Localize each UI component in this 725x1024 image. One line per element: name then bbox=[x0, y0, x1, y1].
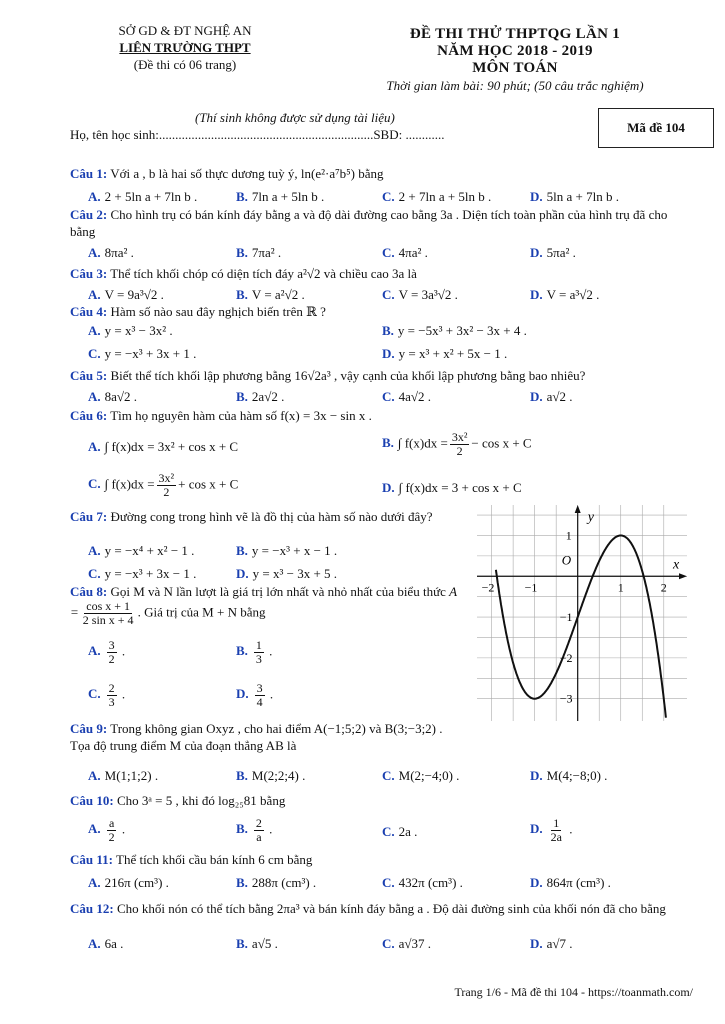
graph-grid bbox=[477, 505, 687, 721]
subject: MÔN TOÁN bbox=[472, 60, 558, 76]
header-right bbox=[330, 26, 700, 94]
q7-option-c[interactable]: C. y = −x³ + 3x − 1 . bbox=[88, 566, 197, 581]
q10-option-a[interactable]: A. $\frac{a}{2}$ . bbox=[88, 816, 126, 844]
page-footer: Trang 1/6 - Mã đề thi 104 - https://toanmath.com/ bbox=[454, 985, 693, 999]
q1-option-c[interactable]: C. 2 + 7ln a + 5ln b . bbox=[382, 189, 492, 204]
q-text: Tìm họ nguyên hàm của hàm số f(x) = 3x − sin x . bbox=[110, 408, 372, 423]
q-label: Câu 11: bbox=[70, 852, 113, 867]
q-text: Thể tích khối chóp có diện tích đáy a²√2 và chiều cao 3a là bbox=[110, 266, 417, 281]
q-text: Cho hình trụ có bán kính đáy bằng a và độ dài đường cao bằng 3a . Diện tích toàn phần của hình trụ đã cho bằng bbox=[70, 207, 668, 239]
x-tick-label: −2 bbox=[481, 580, 495, 595]
q-label: Câu 4: bbox=[70, 304, 108, 319]
q3-option-d[interactable]: D. V = a³√2 . bbox=[530, 287, 600, 302]
q11-option-d[interactable]: D. 864π (cm³) . bbox=[530, 875, 611, 890]
q-label: Câu 5: bbox=[70, 368, 108, 383]
q-label: Câu 8: bbox=[70, 584, 108, 599]
q-expr: A = bbox=[70, 584, 457, 620]
duration: Thời gian làm bài: 90 phút; (50 câu trắc nghiệm) bbox=[386, 78, 644, 93]
question-6 bbox=[70, 407, 695, 424]
q2-option-b[interactable]: B. 7πa² . bbox=[236, 245, 282, 260]
q2-option-a[interactable]: A. 8πa² . bbox=[88, 245, 134, 260]
q11-option-b[interactable]: B. 288π (cm³) . bbox=[236, 875, 317, 890]
function-graph bbox=[477, 505, 687, 721]
q5-option-d[interactable]: D. a√2 . bbox=[530, 389, 573, 404]
function-curve bbox=[496, 536, 666, 718]
q3-option-a[interactable]: A. V = 9a³√2 . bbox=[88, 287, 164, 302]
question-11 bbox=[70, 851, 695, 868]
q6-option-c[interactable]: C. ∫ f(x)dx = $\frac{\text{3x²}}{2}$ + cos x + C bbox=[88, 471, 239, 499]
q6-option-d[interactable]: D. ∫ f(x)dx = 3 + cos x + C bbox=[382, 480, 522, 495]
q12-option-a[interactable]: A. 6a . bbox=[88, 936, 124, 951]
y-axis-label: y bbox=[587, 510, 594, 525]
q-text: Cho 3ᵃ = 5 , khi đó log₂₅81 bằng bbox=[116, 793, 286, 808]
question-2 bbox=[70, 206, 695, 240]
x-tick-labels bbox=[482, 580, 667, 594]
q5-option-a[interactable]: A. 8a√2 . bbox=[88, 389, 138, 404]
q4-option-b[interactable]: B. y = −5x³ + 3x² − 3x + 4 . bbox=[382, 323, 527, 338]
q12-option-d[interactable]: D. a√7 . bbox=[530, 936, 573, 951]
origin-label: O bbox=[561, 552, 572, 568]
q5-option-c[interactable]: C. 4a√2 . bbox=[382, 389, 432, 404]
q8-option-b[interactable]: B. $\frac{1}{3}$ . bbox=[236, 638, 273, 666]
question-1 bbox=[70, 165, 695, 182]
q2-option-c[interactable]: C. 4πa² . bbox=[382, 245, 428, 260]
q-text: Hàm số nào sau đây nghịch biến trên ℝ ? bbox=[110, 304, 326, 319]
q7-option-d[interactable]: D. y = x³ − 3x + 5 . bbox=[236, 566, 338, 581]
y-tick-label: −2 bbox=[559, 650, 573, 665]
q-text: Trong không gian Oxyz , cho hai điểm A(−1;5;2) và B(3;−3;2) . Tọa độ trung điểm M của đoạn thẳng AB là bbox=[70, 721, 443, 753]
exam-code-box: Mã đề 104 bbox=[598, 108, 714, 148]
q-label: Câu 7: bbox=[70, 509, 108, 524]
q8-option-c[interactable]: C. $\frac{2}{3}$ . bbox=[88, 681, 126, 709]
q8-option-a[interactable]: A. $\frac{3}{2}$ . bbox=[88, 638, 126, 666]
q4-option-d[interactable]: D. y = x³ + x² + 5x − 1 . bbox=[382, 346, 508, 361]
q7-option-a[interactable]: A. y = −x⁴ + x² − 1 . bbox=[88, 543, 195, 558]
q5-option-b[interactable]: B. 2a√2 . bbox=[236, 389, 285, 404]
x-axis-arrow bbox=[679, 573, 687, 579]
pages-note: (Đề thi có 06 trang) bbox=[133, 57, 237, 72]
q11-option-c[interactable]: C. 432π (cm³) . bbox=[382, 875, 463, 890]
q1-option-d[interactable]: D. 5ln a + 7ln b . bbox=[530, 189, 619, 204]
exam-title: ĐỀ THI THỬ THPTQG LẦN 1 bbox=[409, 26, 621, 42]
question-3 bbox=[70, 265, 695, 282]
q8-option-d[interactable]: D. $\frac{3}{4}$ . bbox=[236, 681, 274, 709]
q9-option-a[interactable]: A. M(1;1;2) . bbox=[88, 768, 159, 783]
q4-option-a[interactable]: A. y = x³ − 3x² . bbox=[88, 323, 173, 338]
q-text: Gọi M và N lần lượt là giá trị lớn nhất và nhỏ nhất của biểu thức bbox=[110, 584, 446, 599]
header-left bbox=[90, 22, 280, 73]
q9-option-d[interactable]: D. M(4;−8;0) . bbox=[530, 768, 608, 783]
q-text: Với a , b là hai số thực dương tuỳ ý, ln(e²·a⁷b⁵) bằng bbox=[110, 166, 384, 181]
question-7 bbox=[70, 508, 465, 525]
x-tick-label: −1 bbox=[524, 580, 538, 595]
q3-option-b[interactable]: B. V = a²√2 . bbox=[236, 287, 305, 302]
q-label: Câu 10: bbox=[70, 793, 114, 808]
q-label: Câu 1: bbox=[70, 166, 108, 181]
school-name: LIÊN TRƯỜNG THPT bbox=[119, 40, 251, 55]
y-axis-arrow bbox=[575, 505, 581, 513]
q2-option-d[interactable]: D. 5πa² . bbox=[530, 245, 576, 260]
student-line: Họ, tên học sinh:..................................................................SBD: ............ bbox=[70, 127, 445, 142]
question-8: Câu 8: Gọi M và N lần lượt là giá trị lớn nhất và nhỏ nhất của biểu thức A = $\frac{\text{cos x + 1}}{\text{2 sin x + 4}}$ . Giá trị của M + N bằng bbox=[70, 584, 457, 627]
q12-option-c[interactable]: C. a√37 . bbox=[382, 936, 432, 951]
q9-option-c[interactable]: C. M(2;−4;0) . bbox=[382, 768, 460, 783]
q3-option-c[interactable]: C. V = 3a³√2 . bbox=[382, 287, 458, 302]
dept-name: SỞ GD & ĐT NGHỆ AN bbox=[118, 23, 252, 38]
q9-option-b[interactable]: B. M(2;2;4) . bbox=[236, 768, 306, 783]
x-axis-label: x bbox=[673, 557, 680, 573]
question-9 bbox=[70, 720, 465, 754]
q12-option-b[interactable]: B. a√5 . bbox=[236, 936, 278, 951]
q4-option-c[interactable]: C. y = −x³ + 3x + 1 . bbox=[88, 346, 197, 361]
y-tick-label: −3 bbox=[559, 691, 573, 706]
q-text: Cho khối nón có thể tích bằng 2πa³ và bán kính đáy bằng a . Độ dài đường sinh của khối nón đã cho bằng bbox=[116, 901, 666, 916]
y-tick-label: −1 bbox=[559, 610, 573, 625]
q10-option-b[interactable]: B. $\frac{2}{a}$ . bbox=[236, 816, 273, 844]
q-text-2: . Giá trị của M + N bằng bbox=[137, 604, 266, 620]
y-tick-label: 1 bbox=[565, 528, 572, 543]
q7-option-b[interactable]: B. y = −x³ + x − 1 . bbox=[236, 543, 338, 558]
q-label: Câu 3: bbox=[70, 266, 108, 281]
x-tick-label: 2 bbox=[660, 580, 667, 595]
question-12 bbox=[70, 900, 695, 917]
q6-option-b[interactable]: B. ∫ f(x)dx = $\frac{\text{3x²}}{2}$ − cos x + C bbox=[382, 430, 532, 458]
question-5 bbox=[70, 367, 695, 384]
no-materials-note: (Thí sinh không được sử dụng tài liệu) bbox=[195, 110, 395, 125]
question-4 bbox=[70, 303, 695, 320]
question-10 bbox=[70, 792, 695, 809]
q-text: Biết thể tích khối lập phương bằng 16√2a³ , vậy cạnh của khối lập phương bằng bao nhiêu? bbox=[110, 368, 586, 383]
q-label: Câu 6: bbox=[70, 408, 108, 423]
q1-option-a[interactable]: A. 2 + 5ln a + 7ln b . bbox=[88, 189, 198, 204]
q10-option-d[interactable]: D. $\frac{1}{2a}$ . bbox=[530, 816, 573, 844]
x-tick-label: 1 bbox=[617, 580, 624, 595]
q-text: Thể tích khối cầu bán kính 6 cm bằng bbox=[116, 852, 313, 867]
q11-option-a[interactable]: A. 216π (cm³) . bbox=[88, 875, 169, 890]
q1-option-b[interactable]: B. 7ln a + 5ln b . bbox=[236, 189, 325, 204]
q6-option-a[interactable]: A. ∫ f(x)dx = 3x² + cos x + C bbox=[88, 439, 239, 454]
q-label: Câu 12: bbox=[70, 901, 114, 916]
school-year: NĂM HỌC 2018 - 2019 bbox=[437, 43, 593, 59]
q-text: Đường cong trong hình vẽ là đồ thị của hàm số nào dưới đây? bbox=[110, 509, 433, 524]
q-label: Câu 2: bbox=[70, 207, 108, 222]
q10-option-c[interactable]: C. 2a . bbox=[382, 824, 418, 839]
q-label: Câu 9: bbox=[70, 721, 108, 736]
